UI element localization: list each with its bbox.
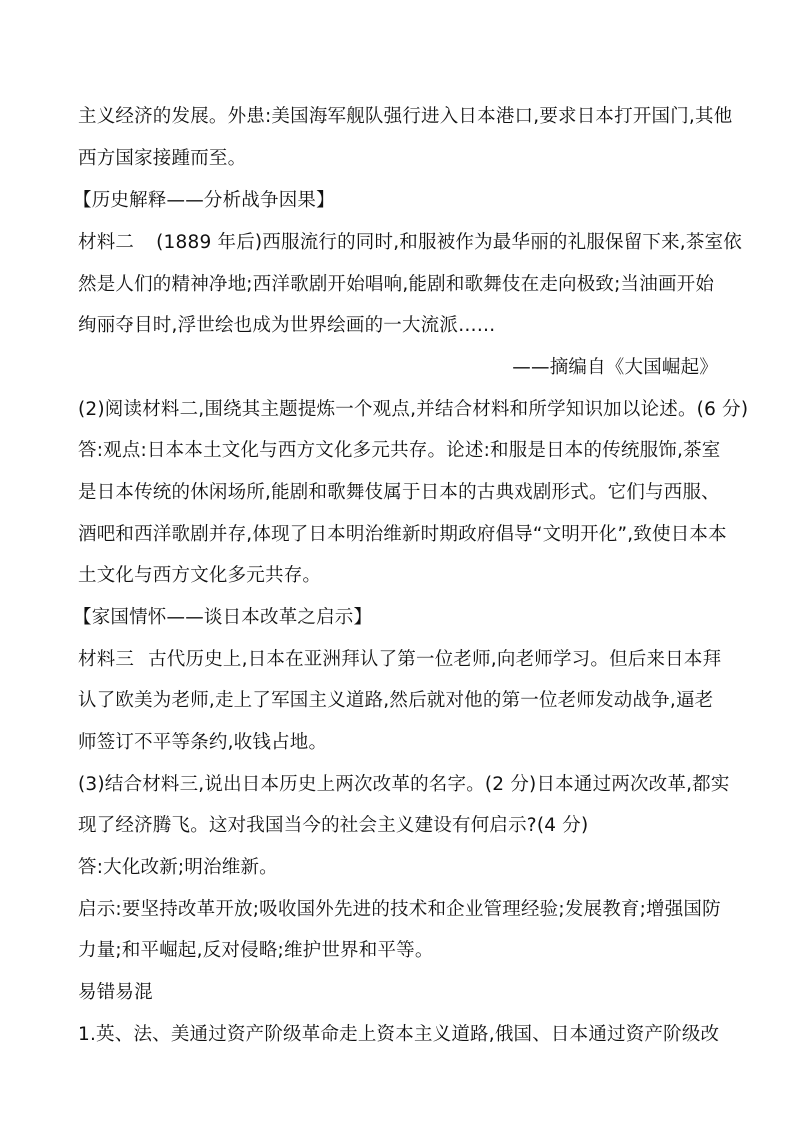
question-line: (2)阅读材料二,围绕其主题提炼一个观点,并结合材料和所学知识加以论述。(6 分): [78, 399, 749, 420]
question-line: 现了经济腾飞。这对我国当今的社会主义建设有何启示?(4 分): [78, 815, 589, 836]
text-line: 西方国家接踵而至。: [78, 148, 247, 169]
material-line: [78, 230, 742, 256]
material-text: (1889 年后)西服流行的同时,和服被作为最华丽的礼服保留下来,茶室依: [156, 232, 742, 253]
answer-line: 答:观点:日本本土文化与西方文化多元共存。论述:和服是日本的传统服饰,茶室: [78, 440, 721, 461]
material-line: [78, 647, 722, 673]
source-citation: ——摘编自《大国崛起》: [512, 357, 718, 378]
material-label: 材料三: [78, 649, 135, 670]
answer-line: 土文化与西方文化多元共存。: [78, 565, 322, 586]
section-heading: 易错易混: [78, 982, 153, 1003]
material-line: 绚丽夺目时,浮世绘也成为世界绘画的一大流派……: [78, 315, 496, 336]
section-heading: 【家国情怀——谈日本改革之启示】: [73, 607, 373, 628]
material-label: 材料二: [78, 232, 135, 253]
text-line: 主义经济的发展。外患:美国海军舰队强行进入日本港口,要求日本打开国门,其他: [78, 106, 733, 127]
material-line: 认了欧美为老师,走上了军国主义道路,然后就对他的第一位老师发动战争,逼老: [78, 690, 714, 711]
material-line: 然是人们的精神净地;西洋歌剧开始唱响,能剧和歌舞伎在走向极致;当油画开始: [78, 274, 715, 295]
answer-line: 启示:要坚持改革开放;吸收国外先进的技术和企业管理经验;发展教育;增强国防: [78, 899, 721, 920]
question-line: (3)结合材料三,说出日本历史上两次改革的名字。(2 分)日本通过两次改革,都实: [78, 774, 730, 795]
section-heading: 【历史解释——分析战争因果】: [73, 190, 335, 211]
material-text: 古代历史上,日本在亚洲拜认了第一位老师,向老师学习。但后来日本拜: [148, 649, 722, 670]
answer-line: 酒吧和西洋歌剧并存,体现了日本明治维新时期政府倡导“文明开化”,致使日本本: [78, 524, 727, 545]
answer-line: 是日本传统的休闲场所,能剧和歌舞伎属于日本的古典戏剧形式。它们与西服、: [78, 482, 720, 503]
answer-line: 力量;和平崛起,反对侵略;维护世界和平等。: [78, 940, 434, 961]
list-item: 1.英、法、美通过资产阶级革命走上资本主义道路,俄国、日本通过资产阶级改: [78, 1024, 720, 1045]
answer-line: 答:大化改新;明治维新。: [78, 857, 278, 878]
material-line: 师签订不平等条约,收钱占地。: [78, 732, 328, 753]
